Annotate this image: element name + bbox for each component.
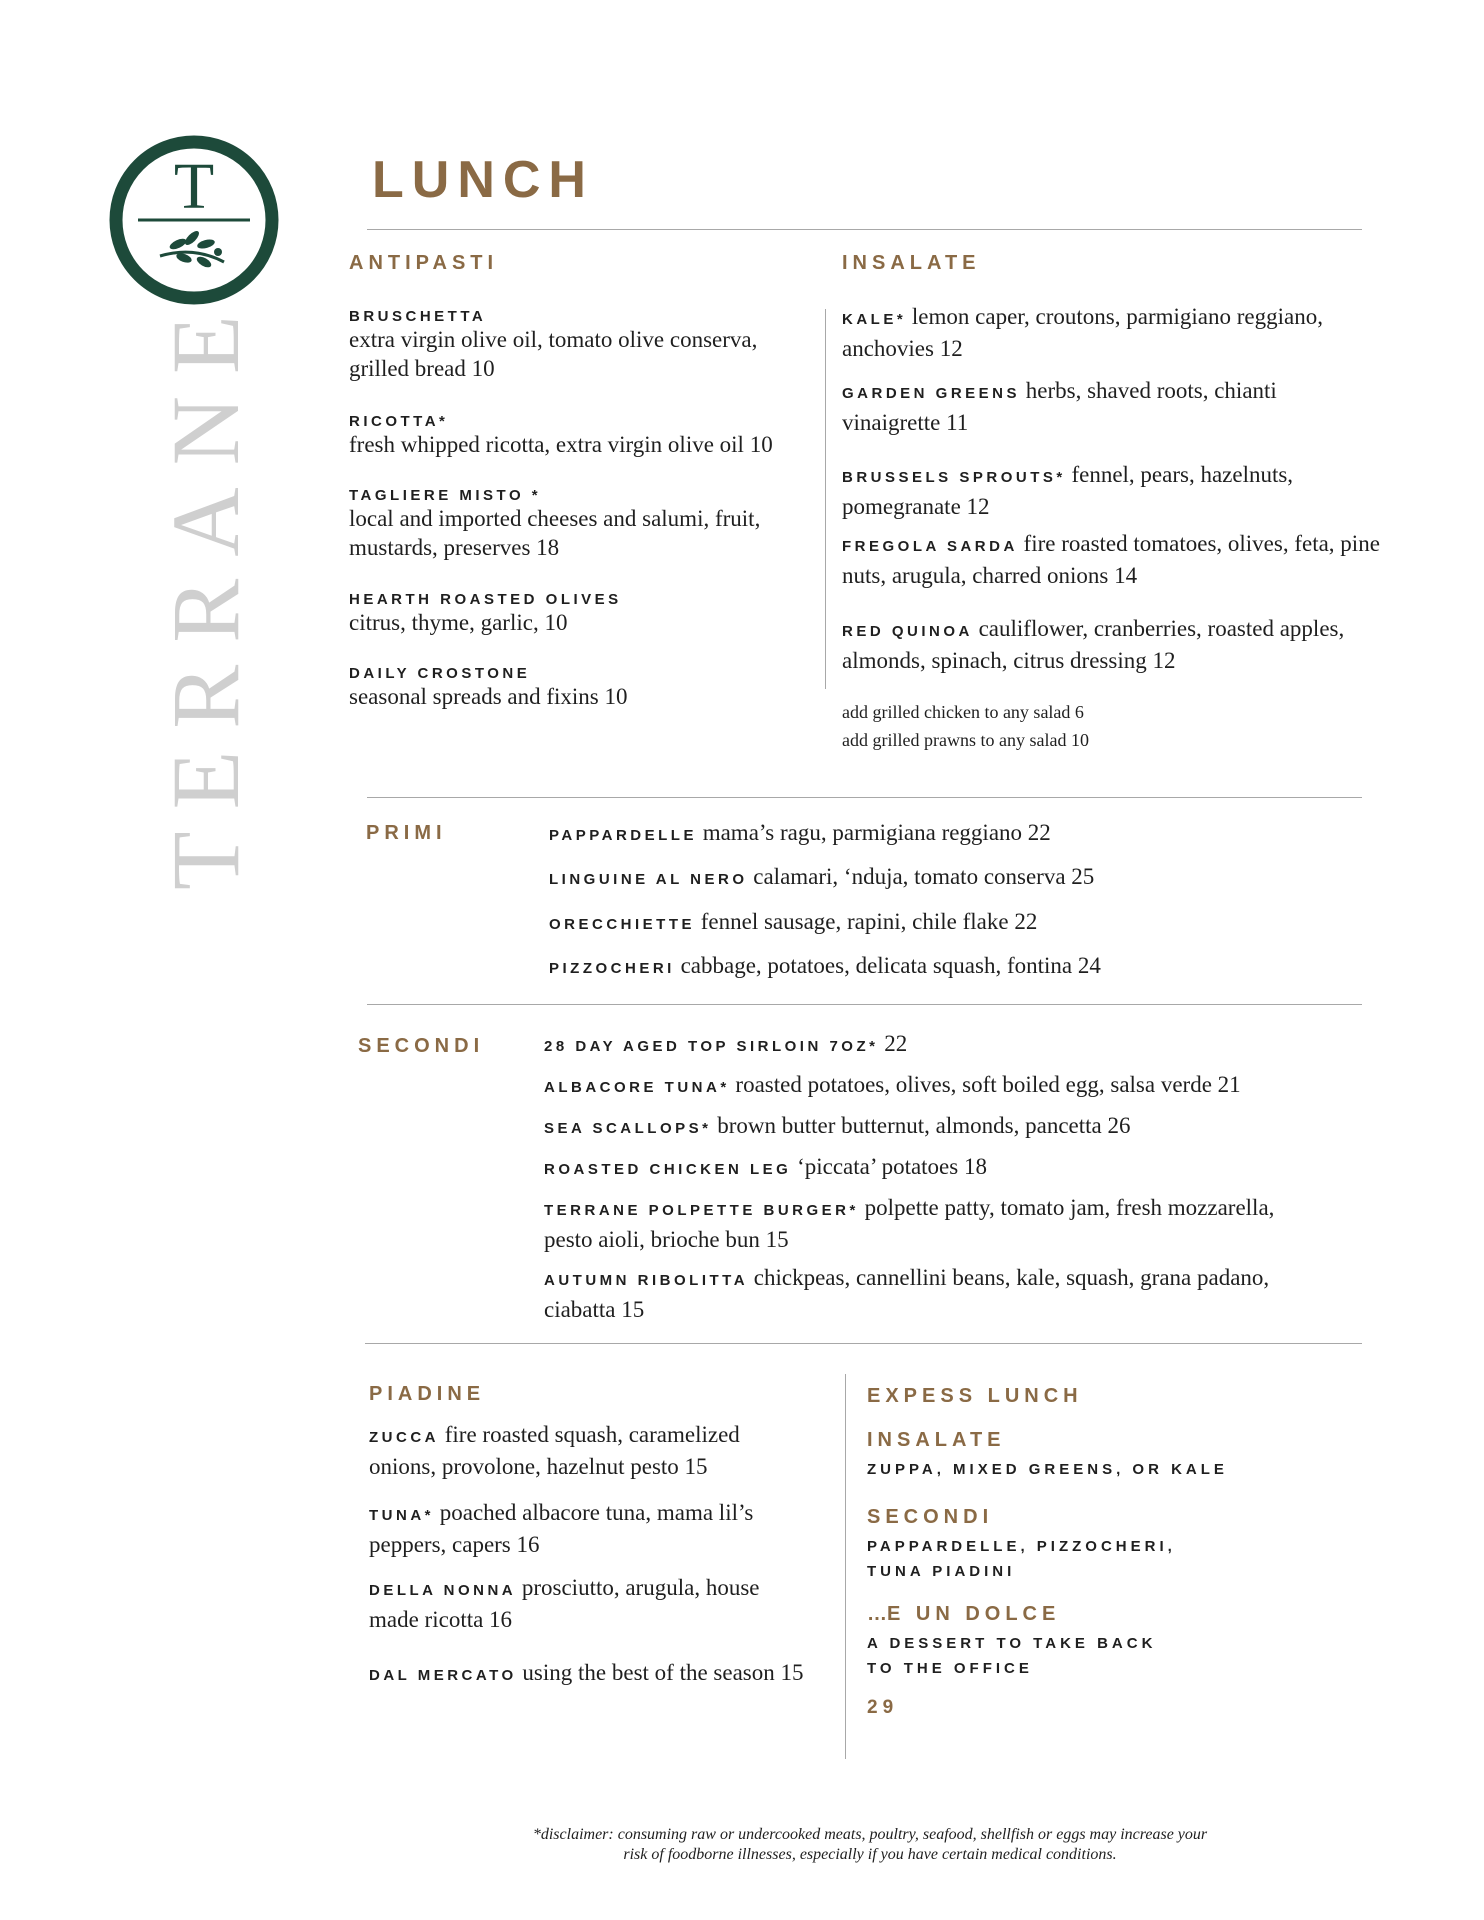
menu-item: [544, 1193, 1324, 1254]
item-name: AUTUMN RIBOLITTA: [544, 1272, 749, 1289]
item-name: DAILY CROSTONE: [349, 665, 531, 682]
menu-item: [369, 1498, 789, 1559]
menu-item: [549, 907, 1349, 939]
item-name: HEARTH ROASTED OLIVES: [349, 591, 622, 608]
menu-item: [349, 308, 809, 383]
express-insalate-desc: ZUPPA, MIXED GREENS, OR KALE: [867, 1461, 1228, 1478]
menu-item: [349, 487, 809, 562]
item-name: ORECCHIETTE: [549, 916, 696, 933]
item-desc: chickpeas, cannellini beans, kale, squash, grana padano, ciabatta 15: [544, 1265, 1270, 1322]
logo-letter: T: [173, 150, 215, 223]
express-line: A DESSERT TO TAKE BACK: [867, 1635, 1157, 1652]
item-desc: fresh whipped ricotta, extra virgin olive oil 10: [349, 432, 773, 457]
addon-line: add grilled chicken to any salad 6: [842, 702, 1084, 722]
item-desc: calamari, ‘nduja, tomato conserva 25: [753, 864, 1095, 889]
menu-item: [842, 302, 1402, 363]
item-name: PAPPARDELLE: [549, 827, 697, 844]
disclaimer: [380, 1825, 1360, 1865]
secondi-title: SECONDI: [358, 1035, 485, 1057]
item-desc: ‘piccata’ potatoes 18: [797, 1154, 987, 1179]
menu-item: [544, 1111, 1364, 1143]
menu-item: [842, 376, 1282, 437]
express-insalate-title: INSALATE: [867, 1429, 1006, 1451]
piadine-title: PIADINE: [369, 1383, 486, 1405]
divider: [367, 229, 1362, 230]
item-desc: herbs, shaved roots, chianti vinaigrette 11: [842, 378, 1277, 435]
express-dolce-title: [867, 1603, 1060, 1626]
item-name: BRUSSELS SPROUTS*: [842, 469, 1066, 486]
express-title: EXPESS LUNCH: [867, 1385, 1083, 1407]
addon-line: add grilled prawns to any salad 10: [842, 730, 1089, 750]
disclaimer-line: *disclaimer: consuming raw or undercooked meats, poultry, seafood, shellfish or eggs may increase your: [532, 1826, 1208, 1843]
item-desc: roasted potatoes, olives, soft boiled egg, salsa verde 21: [735, 1072, 1241, 1097]
menu-item: [369, 1420, 789, 1481]
menu-item: [544, 1263, 1344, 1324]
express-line: TO THE OFFICE: [867, 1660, 1033, 1677]
column-divider: [845, 1374, 846, 1759]
item-desc: polpette patty, tomato jam, fresh mozzarella, pesto aioli, brioche bun 15: [544, 1195, 1275, 1252]
item-desc: 22: [884, 1031, 908, 1056]
item-desc: prosciutto, arugula, house made ricotta 16: [369, 1575, 760, 1632]
menu-item: [349, 665, 809, 711]
item-name: DAL MERCATO: [369, 1667, 517, 1684]
express-secondi-title: SECONDI: [867, 1506, 994, 1528]
item-name: DELLA NONNA: [369, 1582, 517, 1599]
express-secondi-desc: [867, 1534, 1176, 1584]
item-name: BRUSCHETTA: [349, 308, 487, 325]
item-name: ROASTED CHICKEN LEG: [544, 1161, 792, 1178]
item-name: PIZZOCHERI: [549, 960, 675, 977]
divider: [367, 797, 1362, 798]
item-desc: mama’s ragu, parmigiana reggiano 22: [702, 820, 1051, 845]
express-dolce-desc: [867, 1631, 1156, 1681]
menu-item: [842, 529, 1422, 590]
item-desc: seasonal spreads and fixins 10: [349, 684, 628, 709]
item-name: GARDEN GREENS: [842, 385, 1021, 402]
menu-item: [369, 1573, 789, 1634]
menu-item: [544, 1152, 1364, 1184]
primi-title: PRIMI: [366, 822, 447, 844]
item-desc: fennel, pears, hazelnuts, pomegranate 12: [842, 462, 1294, 519]
item-name: ALBACORE TUNA*: [544, 1079, 730, 1096]
menu-item: [544, 1070, 1364, 1102]
item-name: SEA SCALLOPS*: [544, 1120, 712, 1137]
item-desc: cabbage, potatoes, delicata squash, fontina 24: [680, 953, 1101, 978]
menu-item: [544, 1029, 1364, 1061]
item-name: FREGOLA SARDA: [842, 538, 1018, 555]
menu-item: [549, 818, 1349, 850]
item-name: KALE*: [842, 311, 907, 328]
item-desc: fennel sausage, rapini, chile flake 22: [700, 909, 1038, 934]
page-title: LUNCH: [372, 151, 594, 209]
item-desc: citrus, thyme, garlic, 10: [349, 610, 568, 635]
item-desc: lemon caper, croutons, parmigiano reggiano, anchovies 12: [842, 304, 1323, 361]
item-name: 28 DAY AGED TOP SIRLOIN 7OZ*: [544, 1038, 879, 1055]
menu-item: [842, 614, 1402, 675]
menu-item: [369, 1658, 839, 1690]
item-desc: extra virgin olive oil, tomato olive conserva, grilled bread 10: [349, 327, 758, 381]
item-desc: using the best of the season 15: [522, 1660, 804, 1685]
item-name: TERRANE POLPETTE BURGER*: [544, 1202, 859, 1219]
item-desc: brown butter butternut, almonds, pancetta 26: [717, 1113, 1131, 1138]
antipasti-title: ANTIPASTI: [349, 252, 499, 274]
menu-item: [349, 591, 809, 637]
menu-item: [842, 460, 1402, 521]
item-desc: cauliflower, cranberries, roasted apples, almonds, spinach, citrus dressing 12: [842, 616, 1345, 673]
ellipsis: …: [867, 1603, 887, 1625]
menu-item: [549, 862, 1349, 894]
menu-item: [349, 413, 819, 459]
vertical-brand-name: TERRANE: [152, 293, 259, 890]
item-desc: fire roasted tomatoes, olives, feta, pine nuts, arugula, charred onions 14: [842, 531, 1380, 588]
column-divider: [825, 309, 826, 689]
menu-item: [549, 951, 1349, 983]
express-line: PAPPARDELLE, PIZZOCHERI,: [867, 1538, 1176, 1555]
item-name: ZUCCA: [369, 1429, 439, 1446]
salad-addons: [842, 698, 1342, 754]
item-name: RED QUINOA: [842, 623, 973, 640]
divider: [367, 1004, 1362, 1005]
item-name: TAGLIERE MISTO *: [349, 487, 542, 504]
logo: [108, 134, 280, 306]
item-name: LINGUINE AL NERO: [549, 871, 748, 888]
disclaimer-line: risk of foodborne illnesses, especially if you have certain medical conditions.: [623, 1846, 1117, 1863]
divider: [365, 1343, 1362, 1344]
olive-branch-icon: [160, 229, 224, 270]
insalate-title: INSALATE: [842, 252, 981, 274]
express-price: 29: [867, 1697, 899, 1718]
item-desc: fire roasted squash, caramelized onions, provolone, hazelnut pesto 15: [369, 1422, 740, 1479]
item-name: TUNA*: [369, 1507, 434, 1524]
item-name: RICOTTA*: [349, 413, 449, 430]
express-line: TUNA PIADINI: [867, 1563, 1016, 1580]
item-desc: local and imported cheeses and salumi, fruit, mustards, preserves 18: [349, 506, 761, 560]
item-desc: poached albacore tuna, mama lil’s peppers, capers 16: [369, 1500, 754, 1557]
dolce-label: E UN DOLCE: [887, 1603, 1061, 1625]
